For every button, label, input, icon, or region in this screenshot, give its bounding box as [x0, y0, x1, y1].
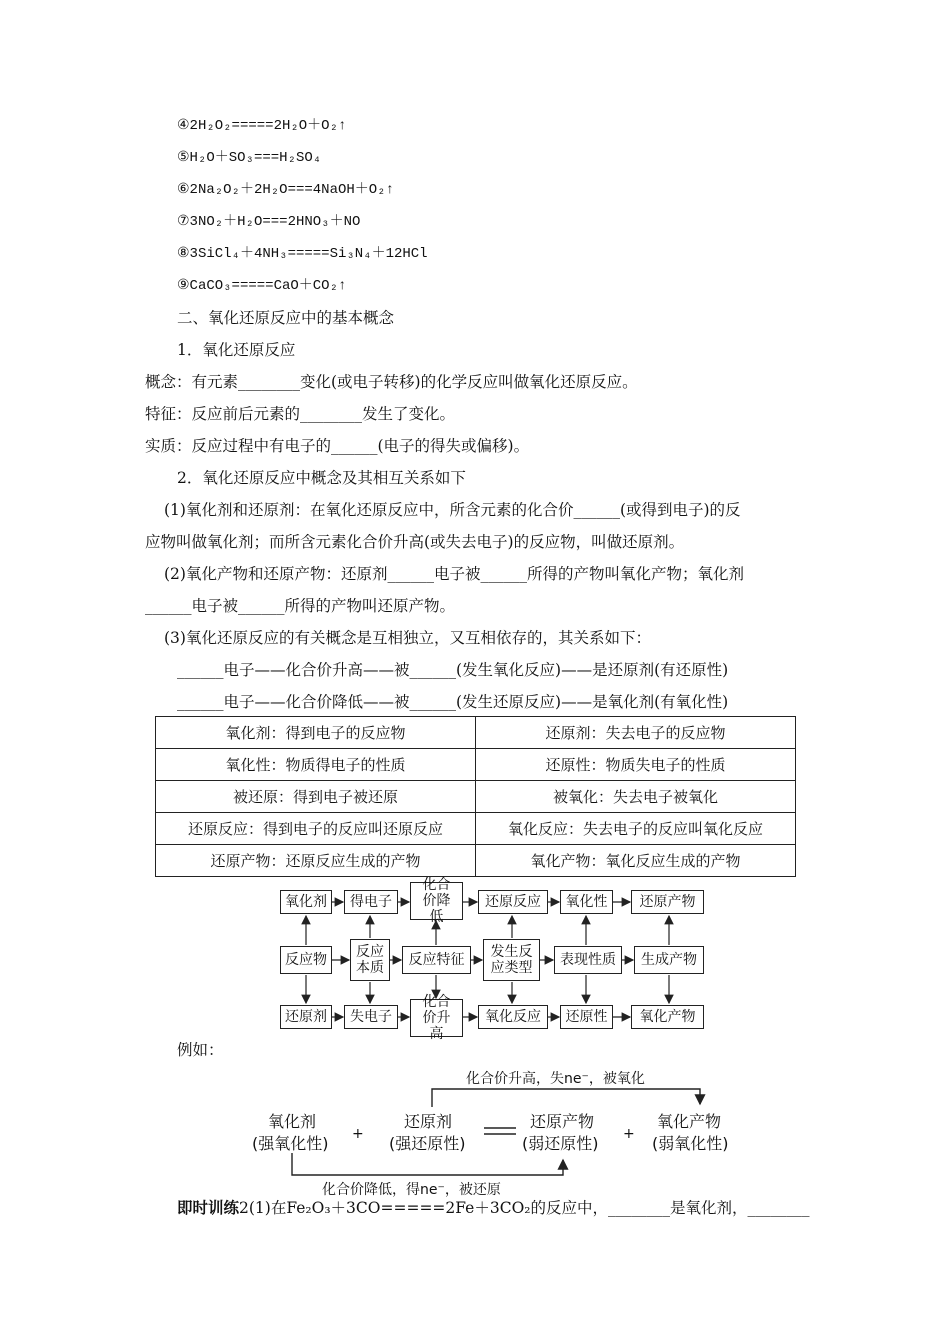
- subsection-2: 2．氧化还原反应中概念及其相互关系如下: [177, 469, 466, 487]
- essence-line: 实质：反应过程中有电子的______(电子的得失或偏移)。: [145, 437, 530, 455]
- paragraph-1-line-1: (1)氧化剂和还原剂：在氧化还原反应中，所含元素的化合价______(或得到电子)的反: [164, 501, 741, 519]
- feature-line: 特征：反应前后元素的________发生了变化。: [145, 405, 456, 423]
- table-cell: 还原性：物质失电子的性质: [476, 749, 796, 781]
- table-cell: 氧化剂：得到电子的反应物: [156, 717, 476, 749]
- example-reduction-product-note: (弱还原性): [522, 1134, 599, 1153]
- table-cell: 氧化性：物质得电子的性质: [156, 749, 476, 781]
- table-cell: 还原剂：失去电子的反应物: [476, 717, 796, 749]
- table-cell: 氧化产物：氧化反应生成的产物: [476, 845, 796, 877]
- flow-box-valence-increase: 化合价升高: [410, 999, 463, 1037]
- flow-box-gain-electrons: 得电子: [344, 890, 398, 914]
- practice-label: 即时训练: [177, 1198, 240, 1217]
- flow-box-reducing-property: 还原性: [560, 1005, 613, 1029]
- example-oxidation-product-note: (弱氧化性): [652, 1134, 729, 1153]
- equation-5: ⑤H₂O＋SO₃===H₂SO₄: [177, 150, 322, 166]
- equation-6: ⑥2Na₂O₂＋2H₂O===4NaOH＋O₂↑: [177, 182, 394, 198]
- example-plus-1: +: [352, 1126, 364, 1142]
- subsection-1: 1．氧化还原反应: [177, 341, 296, 359]
- flow-box-oxidation-reaction: 氧化反应: [478, 1005, 548, 1029]
- practice-text: 2(1)在Fe₂O₃＋3CO=====2Fe＋3CO₂的反应中，________是氧化剂，________: [239, 1199, 810, 1217]
- example-reductant: 还原剂: [404, 1112, 453, 1131]
- flow-box-reductant: 还原剂: [280, 1005, 332, 1029]
- flow-box-lose-electrons: 失电子: [344, 1005, 398, 1029]
- equation-7: ⑦3NO₂＋H₂O===2HNO₃＋NO: [177, 214, 361, 230]
- example-oxidant-note: (强氧化性): [252, 1134, 329, 1153]
- table-cell: 被还原：得到电子被还原: [156, 781, 476, 813]
- flow-box-exhibited-property: 表现性质: [554, 946, 622, 974]
- table-cell: 还原产物：还原反应生成的产物: [156, 845, 476, 877]
- flow-box-oxidant: 氧化剂: [280, 890, 332, 914]
- example-reductant-note: (强还原性): [389, 1134, 466, 1153]
- flow-box-reaction-feature: 反应特征: [402, 946, 471, 974]
- example-bottom-note: 化合价降低，得ne⁻，被还原: [322, 1182, 501, 1198]
- chain-line-2: ______电子——化合价降低——被______(发生还原反应)——是氧化剂(有氧化性): [177, 693, 729, 711]
- paragraph-2-line-2: ______电子被______所得的产物叫还原产物。: [145, 597, 456, 615]
- flow-box-reaction-essence: 反应本质: [350, 939, 390, 981]
- flow-box-oxidation-product: 氧化产物: [631, 1005, 704, 1029]
- example-plus-2: +: [623, 1126, 635, 1142]
- paragraph-3: (3)氧化还原反应的有关概念是互相独立，又互相依存的，其关系如下：: [164, 629, 651, 647]
- table-cell: 氧化反应：失去电子的反应叫氧化反应: [476, 813, 796, 845]
- example-reduction-product: 还原产物: [530, 1112, 595, 1131]
- concept-line: 概念：有元素________变化(或电子转移)的化学反应叫做氧化还原反应。: [145, 373, 638, 391]
- example-oxidant: 氧化剂: [268, 1112, 317, 1131]
- example-oxidation-product: 氧化产物: [657, 1112, 722, 1131]
- example-label: 例如：: [177, 1041, 224, 1059]
- equation-9: ⑨CaCO₃=====CaO＋CO₂↑: [177, 278, 347, 294]
- chain-line-1: ______电子——化合价升高——被______(发生氧化反应)——是还原剂(有还原性): [177, 661, 729, 679]
- flow-box-oxidizing-property: 氧化性: [560, 890, 613, 914]
- flow-box-reactant: 反应物: [280, 946, 332, 974]
- paragraph-2-line-1: (2)氧化产物和还原产物：还原剂______电子被______所得的产物叫氧化产物；氧化剂: [164, 565, 744, 583]
- equation-8: ⑧3SiCl₄＋4NH₃=====Si₃N₄＋12HCl: [177, 246, 428, 262]
- paragraph-1-line-2: 应物叫做氧化剂；而所含元素化合价升高(或失去电子)的反应物，叫做还原剂。: [145, 533, 685, 551]
- flow-box-reaction-type: 发生反应类型: [483, 939, 540, 981]
- flow-box-valence-decrease: 化合价降低: [410, 882, 463, 920]
- flow-box-generated-product: 生成产物: [634, 946, 704, 974]
- section-title: 二、氧化还原反应中的基本概念: [177, 309, 395, 327]
- equation-4: ④2H₂O₂=====2H₂O＋O₂↑: [177, 118, 347, 134]
- table-cell: 还原反应：得到电子的反应叫还原反应: [156, 813, 476, 845]
- practice-line: [177, 1198, 810, 1218]
- table-cell: 被氧化：失去电子被氧化: [476, 781, 796, 813]
- flow-box-reduction-product: 还原产物: [631, 890, 704, 914]
- flow-box-reduction-reaction: 还原反应: [478, 890, 548, 914]
- example-top-note: 化合价升高，失ne⁻，被氧化: [466, 1071, 645, 1087]
